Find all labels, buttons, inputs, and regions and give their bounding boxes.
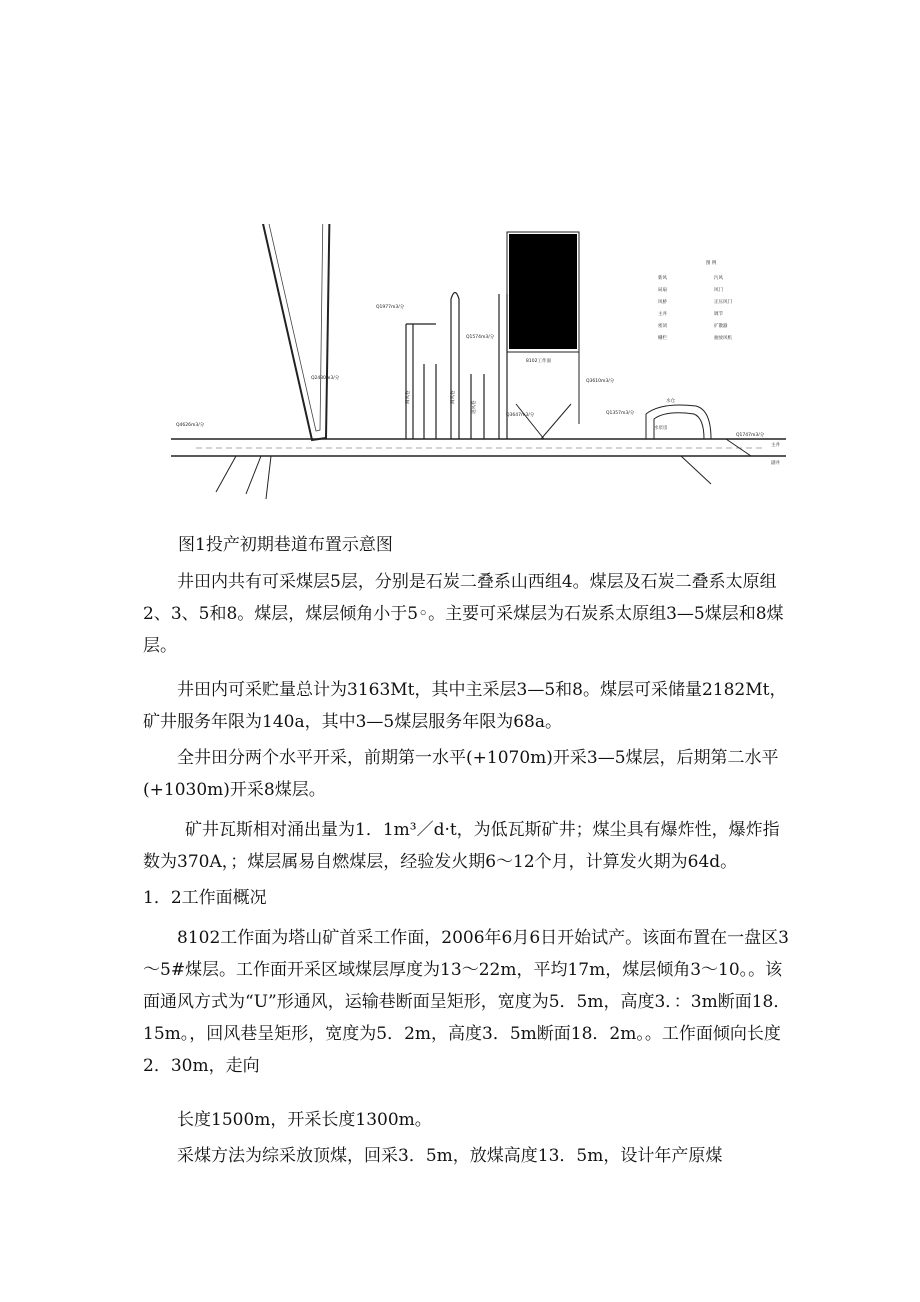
tilted-panel-outline [242,224,331,440]
legend-item: 风桥 [658,300,667,305]
paragraph: 井田内共有可采煤层5层，分别是石炭二叠系山西组4。煤层及石炭二叠系太原组2、3、5和8。煤层，煤层倾角小于5◦。主要可采煤层为石炭系太原组3—5煤层和8煤层。 [143,572,784,656]
working-face-label: 8102工作面 [526,359,551,364]
paragraph: 8102工作面为塔山矿首采工作面，2006年6月6日开始试产。该面布置在一盘区3～5#煤层。工作面开采区域煤层厚度为13～22m，平均17m，煤层倾角3～10。。该面通风方式为“U”形通风，运输巷断面呈矩形，宽度为5．5m，高度3．：3m断面18．15m。，回风巷呈矩形，宽度为5．2m，高度3．5m断面18．2m。。工作面倾向长度2．30m，走向 [143,928,791,1076]
airflow-label: Q1977m3/分 [376,305,405,310]
working-face-block [509,234,577,349]
figure-caption: 图1投产初期巷道布置示意图 [178,535,393,555]
airflow-label: Q4626m3/分 [176,423,205,428]
airflow-label: Q2430m3/分 [311,376,340,381]
airflow-label: Q3610m3/分 [586,379,615,384]
airflow-label: Q3647m3/分 [506,413,535,418]
return-roadway-label: 回风巷 [451,390,456,404]
airflow-label: Q1357m3/分 [606,411,635,416]
water-bin-label: 水仓 [666,399,675,404]
vertical-roadways [406,293,507,440]
legend-item: 抽放风机 [714,336,732,341]
legend-item: 风门 [714,288,723,293]
legend-item: 栅栏 [658,336,667,341]
main-shaft-label: 主井 [771,443,780,448]
side-shaft-label: 副井 [771,461,780,466]
legend-title: 图 例 [706,261,717,266]
legend-item: 密闭 [658,324,667,329]
right-structures [646,405,751,484]
legend-item: 正压风门 [714,300,732,305]
airflow-label: Q1747m3/分 [736,433,765,438]
paragraph: 矿井瓦斯相对涌出量为1．1m³／d·t，为低瓦斯矿井；煤尘具有爆炸性，爆炸指数为370A，；煤层属易自燃煤层，经验发火期6～12个月，计算发火期为64d。 [143,820,780,872]
paragraph: 井田内可采贮量总计为3163Mt，其中主采层3—5和8。煤层可采储量2182Mt，矿井服务年限为140a，其中3—5煤层服务年限为68a。 [143,680,787,732]
legend-item: 调节 [714,312,723,317]
paragraph: 采煤方法为综采放顶煤，回采3．5m，放煤高度13．5m，设计年产原煤 [177,1146,723,1166]
roadway-layout-diagram [166,224,792,514]
roadway-layout-figure [166,224,792,514]
airflow-label: Q1574m3/分 [466,335,495,340]
legend-item: 污风 [714,276,723,281]
lower-branches [216,456,271,499]
legend-item: 局扇 [658,288,667,293]
intake-roadway-label: 进风巷 [472,400,477,414]
return-roadway-label: 回风巷 [406,390,411,404]
legend-item: 主井 [658,312,667,317]
legend-item: 扩散器 [714,324,728,329]
paragraph: 长度1500m，开采长度1300m。 [177,1110,432,1130]
legend [658,259,732,341]
legend-item: 新风 [658,276,667,281]
paragraph: 全井田分两个水平开采，前期第一水平(+1070m)开采3—5煤层，后期第二水平(+1030m)开采8煤层。 [143,748,779,800]
pump-room-label: 水泵房 [654,426,668,431]
section-heading: 1．2工作面概况 [143,888,267,908]
